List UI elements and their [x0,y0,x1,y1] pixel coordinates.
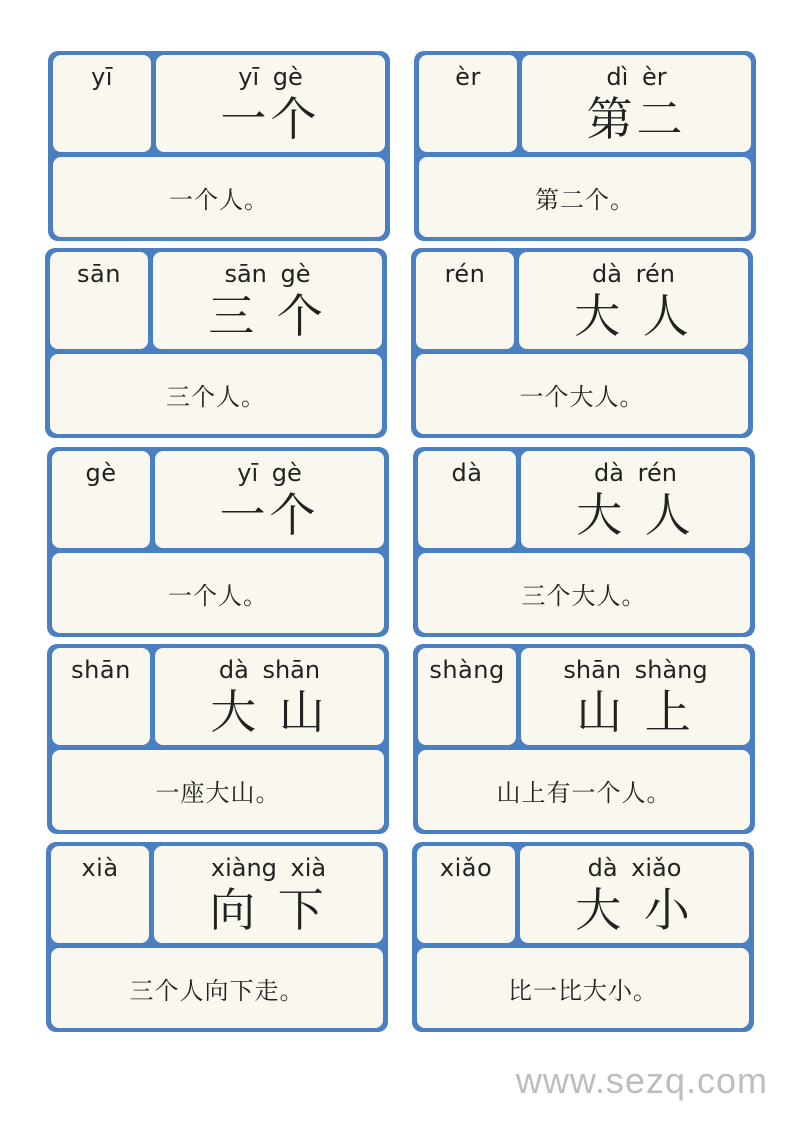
char-pinyin-cell [52,451,150,548]
char-pinyin-cell [418,648,516,745]
char-pinyin-cell [417,846,515,943]
flashcard-xia [46,842,388,1032]
flashcard-xiao [412,842,754,1032]
word-pinyin: dì èr [606,63,667,91]
flashcard-san [45,248,387,438]
sentence-cell [418,553,750,633]
char-pinyin-cell [51,846,149,943]
word-pinyin: xiàng xià [210,854,327,882]
word-hanzi: 大 山 [210,685,329,739]
char-pinyin-cell [50,252,148,349]
example-sentence: 一个人。 [169,185,269,214]
word-cell [154,846,383,943]
sentence-cell [419,157,751,237]
char-pinyin-cell [419,55,517,152]
word-hanzi: 向 下 [209,883,328,937]
example-sentence: 第二个。 [535,185,635,214]
word-hanzi: 大 人 [574,289,693,343]
word-cell [156,55,385,152]
char-pinyin: sān [77,260,121,288]
flashcard-shan [47,644,389,834]
sentence-cell [52,553,384,633]
char-pinyin: shān [71,656,131,684]
word-cell [155,648,384,745]
char-pinyin: gè [85,459,117,487]
char-pinyin: yī [91,63,113,91]
word-hanzi: 一个 [220,92,321,146]
word-hanzi: 三 个 [208,289,327,343]
char-pinyin: shàng [429,656,505,684]
word-pinyin: sān gè [224,260,311,288]
example-sentence: 一个大人。 [519,382,645,411]
word-pinyin: yī gè [237,459,302,487]
word-hanzi: 大 小 [575,883,694,937]
word-cell [155,451,384,548]
word-pinyin: shān shàng [563,656,708,684]
word-cell [521,451,750,548]
char-pinyin-cell [416,252,514,349]
char-pinyin-cell [418,451,516,548]
sentence-cell [418,750,750,830]
word-cell [519,252,748,349]
word-hanzi: 山 上 [576,685,695,739]
char-pinyin: xiǎo [439,854,493,882]
word-cell [520,846,749,943]
word-pinyin: dà rén [594,459,677,487]
flashcard-da [413,447,755,637]
word-pinyin: yī gè [238,63,303,91]
example-sentence: 一座大山。 [155,778,281,807]
example-sentence: 比一比大小。 [508,976,658,1005]
sentence-cell [51,948,383,1028]
flashcard-ge [47,447,389,637]
sentence-cell [52,750,384,830]
word-hanzi: 大 人 [576,488,695,542]
char-pinyin: rén [444,260,486,288]
word-pinyin: dà xiǎo [587,854,682,882]
char-pinyin-cell [52,648,150,745]
word-hanzi: 一个 [219,488,320,542]
word-cell [522,55,751,152]
example-sentence: 三个人。 [166,382,266,411]
flashcard-er [414,51,756,241]
flashcard-yi [48,51,390,241]
word-pinyin: dà shān [218,656,321,684]
word-cell [521,648,750,745]
char-pinyin: dà [451,459,483,487]
sentence-cell [50,354,382,434]
word-cell [153,252,382,349]
example-sentence: 山上有一个人。 [496,778,672,807]
sentence-cell [416,354,748,434]
word-hanzi: 第二 [586,92,687,146]
sentence-cell [53,157,385,237]
flashcard-ren [411,248,753,438]
char-pinyin: èr [455,63,481,91]
word-pinyin: dà rén [592,260,675,288]
char-pinyin: xià [81,854,119,882]
example-sentence: 三个人向下走。 [129,976,305,1005]
flashcard-shang [413,644,755,834]
example-sentence: 三个大人。 [521,581,647,610]
example-sentence: 一个人。 [168,581,268,610]
sentence-cell [417,948,749,1028]
char-pinyin-cell [53,55,151,152]
site-watermark: www.sezq.com [515,1060,768,1101]
